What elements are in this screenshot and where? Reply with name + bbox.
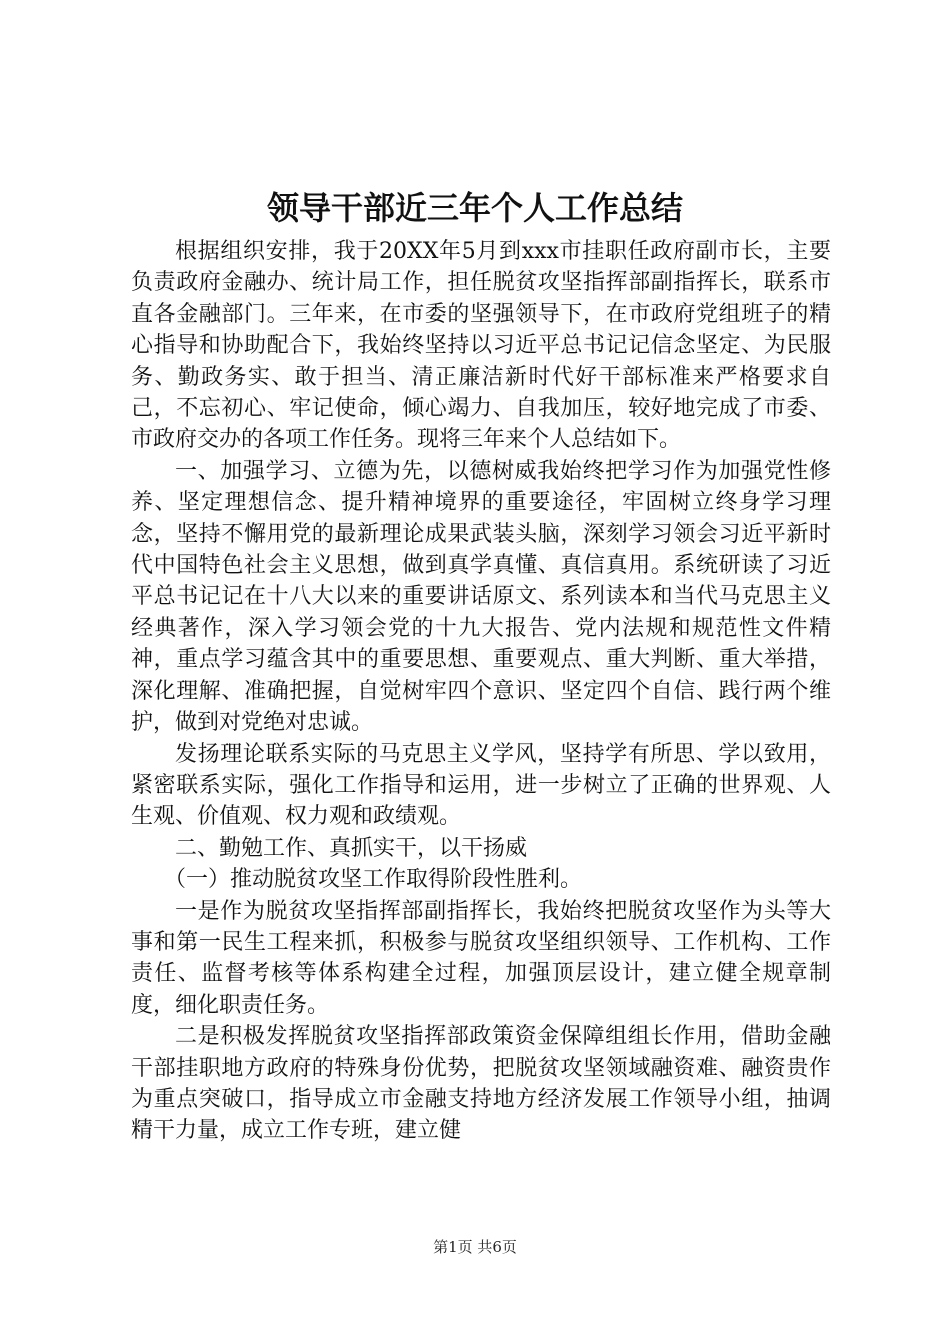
paragraph-section-one: 一、加强学习、立德为先，以德树威我始终把学习作为加强党性修养、坚定理想信念、提升精神境界的重要途径，牢固树立终身学习理念，坚持不懈用党的最新理论成果武装头脑，深刻学习领会习近平新时代中国特色社会主义思想，做到真学真懂、真信真用。系统研读了习近平总书记记在十八大以来的重要讲话原文、系列读本和当代马克思主义经典著作，深入学习领会党的十九大报告、党内法规和规范性文件精神，重点学习蕴含其中的重要思想、重要观点、重大判断、重大举措，深化理解、准确把握，自觉树牢四个意识、坚定四个自信、践行两个维护，做到对党绝对忠诚。 xyxy=(131,458,831,736)
document-title: 领导干部近三年个人工作总结 xyxy=(266,189,683,227)
page-number: 第1页 共6页 xyxy=(433,1238,517,1256)
paragraph-intro: 根据组织安排，我于20XX年5月到xxx市挂职任政府副市长，主要负责政府金融办、统计局工作，担任脱贫攻坚指挥部副指挥长，联系市直各金融部门。三年来，在市委的坚强领导下，在市政府党组班子的精心指导和协助配合下，我始终坚持以习近平总书记记信念坚定、为民服务、勤政务实、敢于担当、清正廉洁新时代好干部标准来严格要求自己，不忘初心、牢记使命，倾心竭力、自我加压，较好地完成了市委、市政府交办的各项工作任务。现将三年来个人总结如下。 xyxy=(131,239,831,453)
heading-section-two: 二、勤勉工作、真抓实干，以干扬威 xyxy=(175,835,528,861)
paragraph-theory-practice: 发扬理论联系实际的马克思主义学风，坚持学有所思、学以致用，紧密联系实际，强化工作指导和运用，进一步树立了正确的世界观、人生观、价值观、权力观和政绩观。 xyxy=(131,741,831,830)
document-body xyxy=(131,236,831,1147)
paragraph-point-two: 二是积极发挥脱贫攻坚指挥部政策资金保障组组长作用，借助金融干部挂职地方政府的特殊身份优势，把脱贫攻坚领域融资难、融资贵作为重点突破口，指导成立市金融支持地方经济发展工作领导小组，抽调精干力量，成立工作专班，建立健 xyxy=(131,1024,831,1144)
paragraph-point-one: 一是作为脱贫攻坚指挥部副指挥长，我始终把脱贫攻坚作为头等大事和第一民生工程来抓，积极参与脱贫攻坚组织领导、工作机构、工作责任、监督考核等体系构建全过程，加强顶层设计，建立健全规章制度，细化职责任务。 xyxy=(131,898,831,1018)
heading-subsection-one: （一）推动脱贫攻坚工作取得阶段性胜利。 xyxy=(164,867,583,893)
